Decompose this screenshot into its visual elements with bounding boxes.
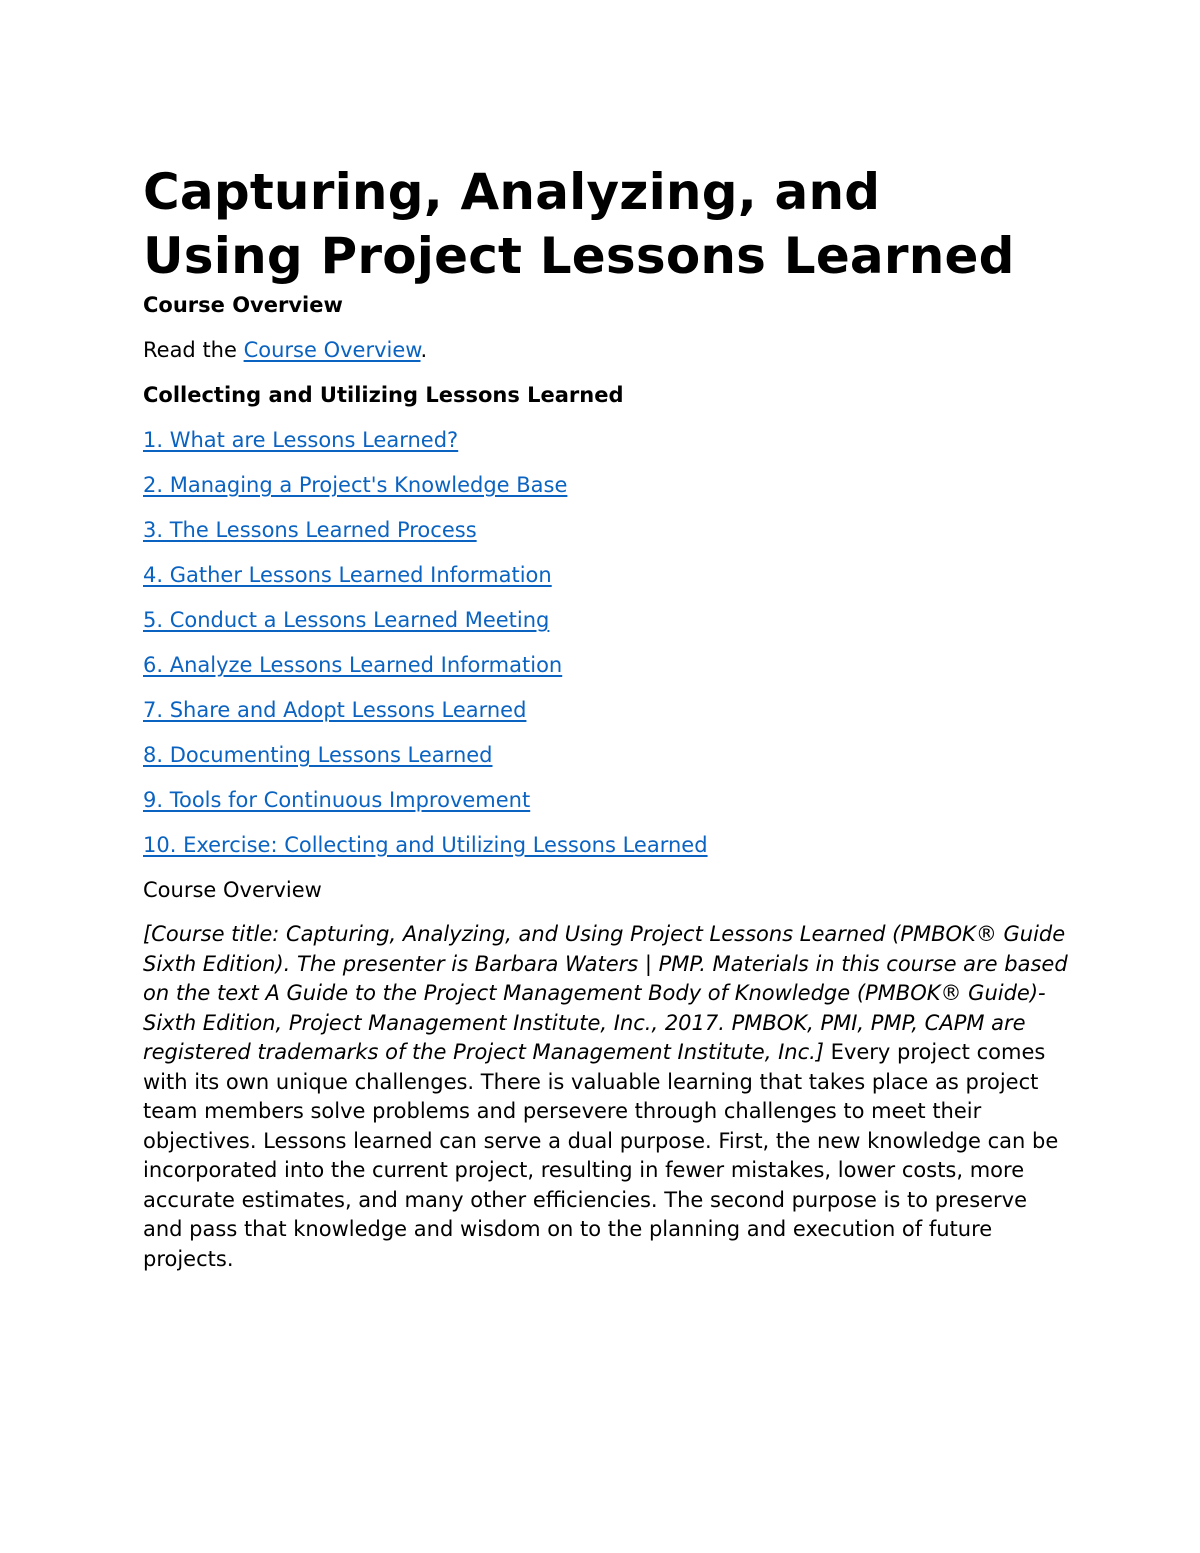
toc-item [143,740,1073,770]
document-title [143,160,1073,288]
toc-item [143,605,1073,635]
toc-link-7[interactable]: 7. Share and Adopt Lessons Learned [143,698,527,722]
course-overview-text: Every project comes with its own unique challenges. There is valuable learning that takes place as project team members solve problems and persevere through challenges to meet their objectives. Lessons learned can serve a dual purpose. First, the new knowledge can be incorporated into the current project, resulting in fewer mistakes, lower costs, more accurate estimates, and many other efficiencies. The second purpose is to preserve and pass that knowledge and wisdom on to the planning and execution of future projects. [143,1040,1059,1271]
document-page [143,160,1073,1274]
toc-link-6[interactable]: 6. Analyze Lessons Learned Information [143,653,563,677]
toc-link-1[interactable]: 1. What are Lessons Learned? [143,428,459,452]
read-suffix: . [420,338,428,362]
toc-item [143,560,1073,590]
toc-link-4[interactable]: 4. Gather Lessons Learned Information [143,563,552,587]
toc-item [143,830,1073,860]
toc-item [143,425,1073,455]
toc-item [143,650,1073,680]
course-overview-link[interactable]: Course Overview [243,338,421,362]
toc-link-2[interactable]: 2. Managing a Project's Knowledge Base [143,473,568,497]
read-prefix: Read the [143,338,244,362]
course-overview-label: Course Overview [143,878,322,902]
toc-link-10[interactable]: 10. Exercise: Collecting and Utilizing Lessons Learned [143,833,708,857]
table-of-contents [143,425,1073,860]
toc-item [143,515,1073,545]
toc-link-3[interactable]: 3. The Lessons Learned Process [143,518,477,542]
read-overview-line [143,335,1073,365]
document-title-line2: Using Project Lessons Learned [143,227,1015,285]
document-title-line1: Capturing, Analyzing, and [143,163,881,221]
course-overview-heading: Course Overview [143,293,343,317]
toc-link-9[interactable]: 9. Tools for Continuous Improvement [143,788,531,812]
toc-item [143,470,1073,500]
section-heading: Collecting and Utilizing Lessons Learned [143,383,624,407]
toc-link-5[interactable]: 5. Conduct a Lessons Learned Meeting [143,608,550,632]
toc-item [143,785,1073,815]
toc-link-8[interactable]: 8. Documenting Lessons Learned [143,743,493,767]
course-overview-body [143,920,1073,1274]
toc-item [143,695,1073,725]
course-title-note: [Course title: Capturing, Analyzing, and Using Project Lessons Learned (PMBOK® Guide Sixth Edition). The presenter is Barbara Waters | PMP. Materials in this course are based on the text A Guide to the Project Management Body of Knowledge (PMBOK® Guide)-Sixth Edition, Project Management Institute, Inc., 2017. PMBOK, PMI, PMP, CAPM are registered trademarks of the Project Management Institute, Inc.] [143,922,1068,1064]
